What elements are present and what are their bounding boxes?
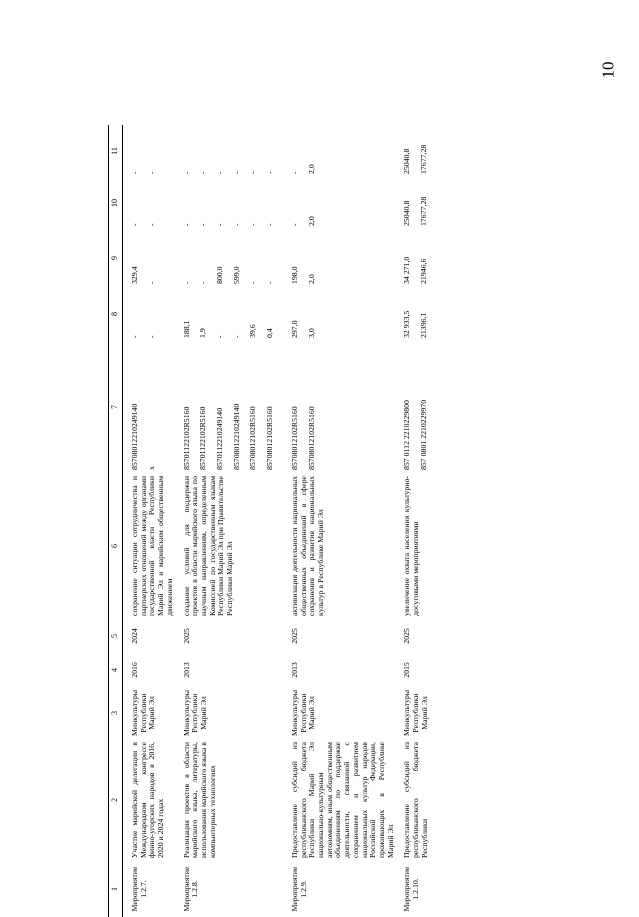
column-header: 9 bbox=[109, 229, 123, 287]
funding-col11-cell-value: - bbox=[265, 171, 275, 174]
funding-col8-cell-value: - bbox=[214, 335, 224, 338]
column-header: 4 bbox=[109, 653, 123, 687]
funding-col8-cell-value: 39,6 bbox=[248, 324, 258, 338]
funding-col8-cell-value: 0,4 bbox=[265, 328, 275, 338]
funding-col11-cell-value: 2,0 bbox=[306, 164, 316, 174]
funding-col9-cell-value: 2,0 bbox=[306, 274, 316, 284]
budget-code-cell-value: 85708012102R5160 bbox=[265, 406, 275, 470]
funding-col8-cell bbox=[181, 287, 289, 341]
funding-col9-cell-value: - bbox=[146, 281, 156, 284]
budget-code-cell-value: 85708012102R5160 bbox=[289, 406, 299, 470]
funding-col10-cell bbox=[401, 177, 442, 229]
funding-col10-cell bbox=[122, 177, 180, 229]
funding-col9-cell-value: - bbox=[248, 281, 258, 284]
funding-col9-cell-value: 599,0 bbox=[231, 266, 241, 284]
budget-code-cell-value: 85708012102R5160 bbox=[248, 406, 258, 470]
funding-col9-cell-value: 21946,6 bbox=[419, 258, 429, 284]
budget-code-cell bbox=[122, 341, 180, 473]
table-body bbox=[122, 125, 442, 917]
budget-code-cell-value: x bbox=[146, 466, 156, 470]
budget-code-cell-value: 85701122102R5160 bbox=[181, 406, 191, 470]
budget-code-cell-value: 857 0112 2210229800 bbox=[402, 400, 412, 470]
budget-code-cell-value: 85701122102R5160 bbox=[198, 406, 208, 470]
start-year-cell: 2016 bbox=[129, 662, 139, 678]
funding-col10-cell bbox=[181, 177, 289, 229]
table-row bbox=[181, 125, 289, 917]
funding-col9-cell-value: 800,0 bbox=[214, 266, 224, 284]
measure-name-cell: Участие марийской делегации в Международном конгрессе финно-угорских народов в 2016, 2020 и 2024 годах bbox=[129, 742, 166, 858]
expected-result-cell: создание условий для поддержки проектов в области марийского языка по научным направлениям, определенным Комиссией по государственным языкам Республики Марий Эл при Правительстве Республики Марий Эл bbox=[181, 475, 235, 616]
funding-col11-cell-value: - bbox=[248, 171, 258, 174]
funding-col11-cell-value: - bbox=[146, 171, 156, 174]
funding-col8-cell bbox=[122, 287, 180, 341]
start-year-cell: 2015 bbox=[402, 662, 412, 678]
start-year-cell: 2013 bbox=[289, 662, 299, 678]
measure-cell: Мероприятие 1.2.9. bbox=[289, 866, 308, 912]
funding-col8-cell-value: 188,1 bbox=[181, 320, 191, 338]
funding-col11-cell bbox=[401, 125, 442, 177]
column-header: 1 bbox=[109, 861, 123, 917]
funding-col10-cell-value: 17677,28 bbox=[419, 196, 429, 226]
funding-col10-cell-value: 25040,8 bbox=[402, 200, 412, 226]
funding-col11-cell-value: 25040,8 bbox=[402, 148, 412, 174]
end-year-cell: 2025 bbox=[402, 628, 412, 644]
expected-result-cell: активизация деятельности национальных общественных объединений в сфере сохранения и развития национальных культур в Республике Марий Эл bbox=[289, 475, 326, 616]
expected-result-cell: увеличение охвата населения культурно-досуговыми мероприятиями bbox=[402, 475, 421, 616]
funding-col10-cell-value: - bbox=[289, 223, 299, 226]
table-row bbox=[401, 125, 442, 917]
budget-measures-table bbox=[108, 125, 443, 917]
funding-col10-cell-value: - bbox=[248, 223, 258, 226]
column-header: 5 bbox=[109, 619, 123, 653]
funding-col10-cell-value: - bbox=[181, 223, 191, 226]
funding-col8-cell bbox=[289, 287, 402, 341]
measure-name-cell: Предоставление субсидий из республиканского бюджета Республики bbox=[402, 742, 429, 858]
start-year-cell: 2013 bbox=[181, 662, 191, 678]
budget-code-cell-value: 8570801221024914​0 bbox=[231, 403, 241, 470]
funding-col8-cell-value: 3,0 bbox=[306, 328, 316, 338]
executor-cell: Минкультуры Республики Марий Эл bbox=[402, 689, 429, 736]
funding-col11-cell-value: - bbox=[289, 171, 299, 174]
funding-col11-cell-value: - bbox=[181, 171, 191, 174]
end-year-cell: 2024 bbox=[129, 628, 139, 644]
column-header: 11 bbox=[109, 125, 123, 177]
page-number: 10 bbox=[598, 61, 618, 79]
funding-col10-cell-value: - bbox=[231, 223, 241, 226]
rotated-table-container bbox=[108, 62, 608, 917]
funding-col9-cell-value: 329,4 bbox=[129, 266, 139, 284]
budget-code-cell-value: 857 0801 2210229970 bbox=[419, 399, 429, 470]
funding-col11-cell-value: - bbox=[214, 171, 224, 174]
funding-col8-cell-value: 21396,1 bbox=[419, 312, 429, 338]
funding-col9-cell-value: - bbox=[198, 281, 208, 284]
funding-col10-cell-value: - bbox=[146, 223, 156, 226]
measure-cell: Мероприятие 1.2.8. bbox=[181, 866, 200, 912]
column-header: 3 bbox=[109, 687, 123, 739]
budget-code-cell bbox=[181, 341, 289, 473]
funding-col9-cell bbox=[401, 229, 442, 287]
table-row bbox=[289, 125, 402, 917]
executor-cell: Минкультуры Республики Марий Эл bbox=[129, 689, 157, 736]
funding-col8-cell-value: - bbox=[146, 335, 156, 338]
funding-col10-cell-value: 2,0 bbox=[306, 216, 316, 226]
budget-code-cell bbox=[401, 341, 442, 473]
column-header: 7 bbox=[109, 341, 123, 473]
funding-col8-cell-value: - bbox=[231, 335, 241, 338]
funding-col11-cell-value: - bbox=[231, 171, 241, 174]
funding-col8-cell-value: 1,9 bbox=[198, 328, 208, 338]
column-header: 8 bbox=[109, 287, 123, 341]
funding-col10-cell-value: - bbox=[198, 223, 208, 226]
funding-col8-cell-value: - bbox=[129, 335, 139, 338]
funding-col9-cell bbox=[122, 229, 180, 287]
expected-result-cell: сохранение ситуации сотрудничества и партнерских отношений между органами государственной власти Республики Марий Эл и марийским общественным движением bbox=[129, 475, 174, 616]
funding-col11-cell bbox=[289, 125, 402, 177]
end-year-cell: 2025 bbox=[289, 628, 299, 644]
funding-col11-cell bbox=[181, 125, 289, 177]
budget-code-cell-value: 8570801221024914​0 bbox=[129, 403, 139, 470]
funding-col10-cell-value: - bbox=[129, 223, 139, 226]
funding-col11-cell-value: 17677,28 bbox=[419, 144, 429, 174]
funding-col9-cell-value: 34 271,0 bbox=[402, 256, 412, 284]
budget-code-cell-value: 85708012102R5160 bbox=[306, 406, 316, 470]
column-header: 6 bbox=[109, 473, 123, 619]
funding-col10-cell-value: - bbox=[214, 223, 224, 226]
budget-code-cell bbox=[289, 341, 402, 473]
column-header: 10 bbox=[109, 177, 123, 229]
funding-col10-cell-value: - bbox=[265, 223, 275, 226]
funding-col8-cell-value: 32 933,5 bbox=[402, 310, 412, 338]
measure-name-cell: Реализация проектов в области марийского языка, литературы, использования марийского языка в компьютерных технологиях bbox=[181, 742, 217, 858]
funding-col9-cell-value: - bbox=[265, 281, 275, 284]
column-number-header-row bbox=[109, 125, 123, 917]
column-header: 2 bbox=[109, 739, 123, 861]
funding-col9-cell-value: - bbox=[181, 281, 191, 284]
funding-col11-cell bbox=[122, 125, 180, 177]
end-year-cell: 2025 bbox=[181, 628, 191, 644]
funding-col9-cell bbox=[181, 229, 289, 287]
funding-col9-cell bbox=[289, 229, 402, 287]
funding-col11-cell-value: - bbox=[198, 171, 208, 174]
measure-cell: Мероприятие 1.2.10. bbox=[402, 866, 421, 912]
table-row bbox=[122, 125, 180, 917]
funding-col8-cell bbox=[401, 287, 442, 341]
funding-col10-cell bbox=[289, 177, 402, 229]
executor-cell: Минкультуры Республики Марий Эл bbox=[289, 689, 317, 736]
budget-code-cell-value: 8570112210249140 bbox=[214, 407, 224, 470]
funding-col9-cell-value: 198,0 bbox=[289, 266, 299, 284]
measure-cell: Мероприятие 1.2.7. bbox=[129, 866, 148, 912]
funding-col11-cell-value: - bbox=[129, 171, 139, 174]
funding-col8-cell-value: 297,0 bbox=[289, 320, 299, 338]
measure-name-cell: Предоставление субсидий из республиканского бюджета Республики Марий Эл национально-культурным автономиям, иным общественным объединениям по поддержке деятельности, связанной с сохранением и развитием национальных культур народов Российской Федерации, проживающих в Республике Марий Эл bbox=[289, 742, 395, 858]
executor-cell: Минкультуры Республики Марий Эл bbox=[181, 689, 208, 736]
